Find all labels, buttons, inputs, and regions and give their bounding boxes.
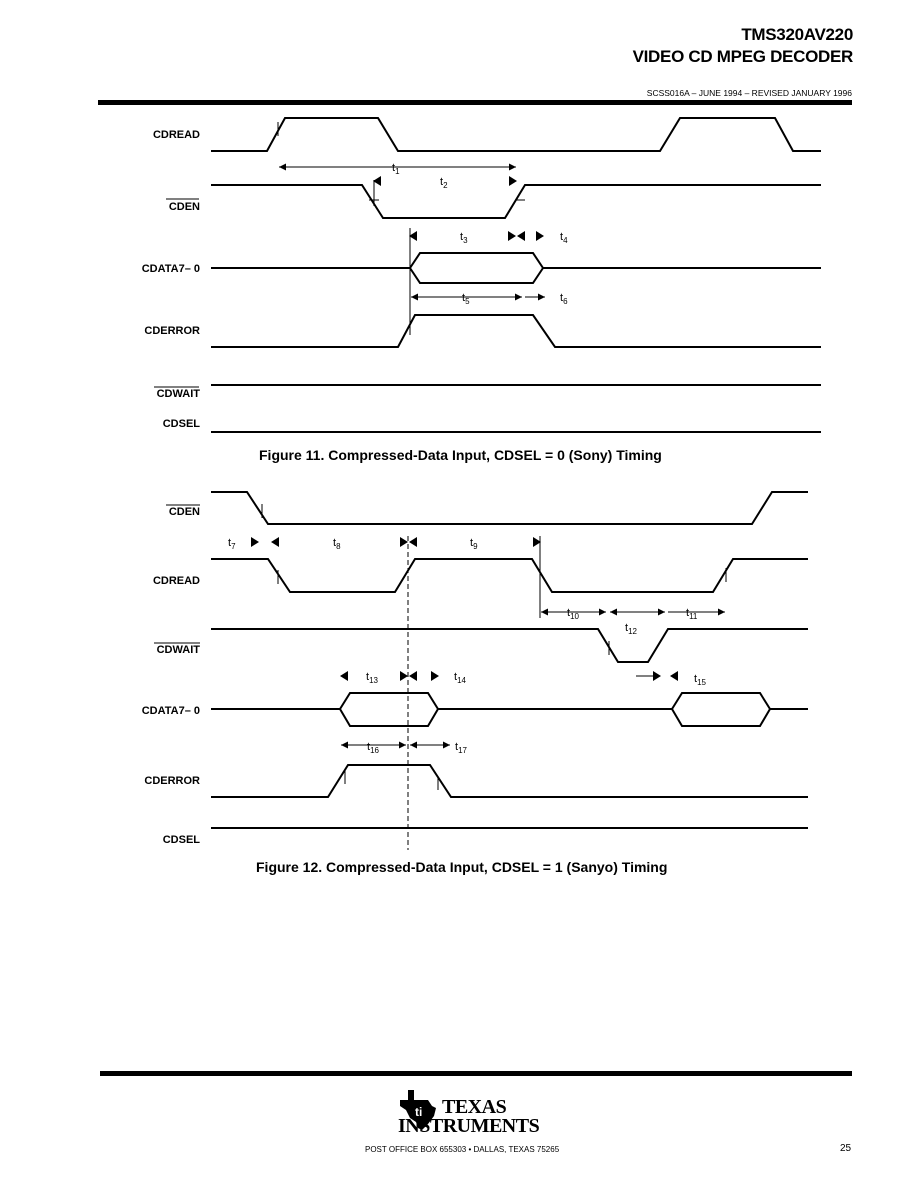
company-line2: INSTRUMENTS: [398, 1115, 540, 1137]
timing-t4: $t_4$: [560, 231, 568, 245]
timing-t9: $t_9$: [470, 537, 478, 551]
label-cdata: CDATA7– 0: [141, 263, 200, 275]
timing-t15: $t_{15}$: [694, 673, 706, 687]
timing-t3: $t_3$: [460, 231, 468, 245]
part-number: TMS320AV220: [741, 25, 853, 44]
cdata2-data-window-2: [672, 693, 770, 726]
label-cden2: CDEN: [168, 506, 200, 518]
document-id: SCSS016A – JUNE 1994 – REVISED JANUARY 1996: [646, 88, 852, 98]
label-cdwait: CDWAIT: [156, 388, 200, 400]
t13-arrowhead-left: [340, 671, 348, 681]
timing-t16: $t_{16}$: [367, 741, 379, 755]
timing-t7: $t_7$: [228, 537, 236, 551]
cden2-waveform: [211, 492, 808, 524]
timing-t8: $t_8$: [333, 537, 341, 551]
label-cderror2: CDERROR: [144, 775, 200, 787]
cdata2-data-window-1: [340, 693, 438, 726]
t7-arrowhead-left: [271, 537, 279, 547]
timing-t11: $t_{11}$: [686, 607, 698, 621]
t14-arrowhead-right: [431, 671, 439, 681]
label-cdsel2: CDSEL: [162, 834, 200, 846]
t8-arrowhead-right: [400, 537, 408, 547]
timing-t1: $t_1$: [392, 162, 400, 176]
t15-arrowhead-left: [670, 671, 678, 681]
cdread2-waveform: [211, 559, 808, 592]
timing-t6: $t_6$: [560, 292, 568, 306]
figure12-caption: Figure 12. Compressed-Data Input, CDSEL = 1 (Sanyo) Timing: [256, 859, 668, 875]
t7-arrowhead-right: [251, 537, 259, 547]
svg-text:ti: ti: [415, 1105, 423, 1119]
timing-t14: $t_{14}$: [454, 671, 466, 685]
label-cderror: CDERROR: [144, 325, 200, 337]
page-number: 25: [840, 1143, 852, 1154]
figure11-caption: Figure 11. Compressed-Data Input, CDSEL = 0 (Sony) Timing: [259, 447, 662, 463]
label-cdata2: CDATA7– 0: [141, 705, 200, 717]
timing-t12: $t_{12}$: [625, 622, 637, 636]
label-cdwait2: CDWAIT: [156, 644, 200, 656]
t9-arrowhead-left: [409, 537, 417, 547]
label-cdread: CDREAD: [152, 129, 200, 141]
label-cdsel: CDSEL: [162, 418, 200, 430]
timing-t2: $t_2$: [440, 176, 448, 190]
cderror2-waveform: [211, 765, 808, 797]
label-cden: CDEN: [168, 201, 200, 213]
company-address: POST OFFICE BOX 655303 • DALLAS, TEXAS 75265: [365, 1145, 560, 1154]
t14-arrowhead-left: [409, 671, 417, 681]
timing-t5: $t_5$: [462, 292, 470, 306]
cdwait2-waveform: [211, 629, 808, 662]
footer-rule: [100, 1071, 852, 1076]
timing-t10: $t_{10}$: [567, 607, 579, 621]
document-title: VIDEO CD MPEG DECODER: [632, 47, 853, 66]
timing-t17: $t_{17}$: [455, 741, 467, 755]
t13-arrowhead-right: [400, 671, 408, 681]
label-cdread2: CDREAD: [152, 575, 200, 587]
company-line1: TEXAS: [442, 1096, 507, 1118]
timing-t13: $t_{13}$: [366, 671, 378, 685]
